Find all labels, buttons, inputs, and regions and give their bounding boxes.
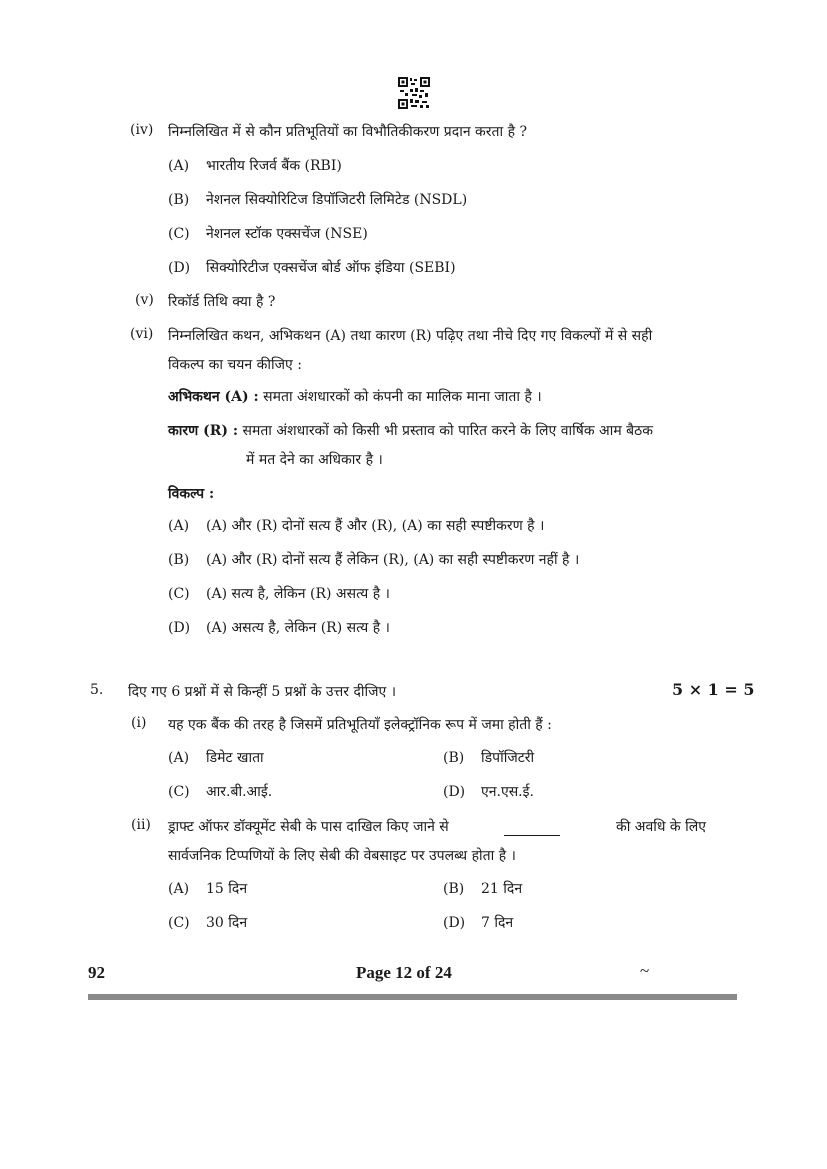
option-b xyxy=(443,748,534,767)
page-number: Page 12 of 24 xyxy=(356,963,452,982)
option-text: एन.एस.ई. xyxy=(481,784,534,800)
footer-mark: ~ xyxy=(640,961,650,980)
option-label: (B) xyxy=(168,552,190,568)
option-a xyxy=(168,879,247,898)
option-b xyxy=(168,190,467,209)
question-number: (vi) xyxy=(130,326,154,342)
reason-label: कारण (R) : xyxy=(168,423,239,439)
option-label: (C) xyxy=(168,226,190,242)
option-label: (A) xyxy=(168,158,190,174)
option-c xyxy=(168,224,368,243)
option-text: (A) असत्य है, लेकिन (R) सत्य है । xyxy=(206,620,390,636)
question-text-continued: विकल्प का चयन कीजिए : xyxy=(168,357,302,373)
option-text: डिपॉजिटरी xyxy=(481,750,535,766)
question-number: (ii) xyxy=(131,817,151,833)
option-a xyxy=(168,748,264,767)
option-text: भारतीय रिजर्व बैंक (RBI) xyxy=(206,158,342,174)
question-number: (v) xyxy=(135,292,154,308)
option-label: (B) xyxy=(168,192,190,208)
reason-text-continued: में मत देने का अधिकार है । xyxy=(246,452,383,468)
question-text-part-1: ड्राफ्ट ऑफर डॉक्यूमेंट सेबी के पास दाखिल किए जाने से xyxy=(168,819,449,835)
option-a xyxy=(168,516,544,535)
option-text: आर.बी.आई. xyxy=(206,784,273,800)
fill-in-blank xyxy=(504,817,560,836)
question-text xyxy=(168,817,706,836)
question-text: यह एक बैंक की तरह है जिसमें प्रतिभूतियाँ इलेक्ट्रॉनिक रूप में जमा होती हैं : xyxy=(168,717,552,733)
option-d xyxy=(168,258,456,277)
option-label: (C) xyxy=(168,586,190,602)
option-label: (D) xyxy=(443,915,466,931)
reason-text: समता अंशधारकों को किसी भी प्रस्ताव को पारित करने के लिए वार्षिक आम बैठक xyxy=(242,423,654,439)
option-label: (A) xyxy=(168,518,190,534)
option-text: 21 दिन xyxy=(481,881,523,897)
option-text: (A) सत्य है, लेकिन (R) असत्य है । xyxy=(206,586,390,602)
option-text: 15 दिन xyxy=(206,881,248,897)
option-text: नेशनल सिक्योरिटिज डिपॉजिटरी लिमिटेड (NSDL) xyxy=(206,192,468,208)
option-text: डिमेट खाता xyxy=(206,750,264,766)
option-d xyxy=(168,618,390,637)
question-text-part-2: की अवधि के लिए xyxy=(615,819,706,835)
option-d xyxy=(443,782,534,801)
question-number: (iv) xyxy=(130,122,154,138)
assertion-text: समता अंशधारकों को कंपनी का मालिक माना जाता है । xyxy=(263,389,542,405)
options-heading: विकल्प : xyxy=(168,486,215,502)
qr-code xyxy=(398,77,430,109)
footer-rule xyxy=(88,994,737,1000)
option-text: (A) और (R) दोनों सत्य हैं और (R), (A) का सही स्पष्टीकरण है । xyxy=(206,518,545,534)
option-label: (D) xyxy=(443,784,466,800)
question-text-continued: सार्वजनिक टिप्पणियों के लिए सेबी की वेबसाइट पर उपलब्ध होता है । xyxy=(168,848,516,864)
paper-code: 92 xyxy=(88,963,105,982)
assertion-label: अभिकथन (A) : xyxy=(168,389,259,405)
option-text: (A) और (R) दोनों सत्य हैं लेकिन (R), (A) का सही स्पष्टीकरण नहीं है । xyxy=(206,552,580,568)
option-label: (C) xyxy=(168,784,190,800)
option-label: (D) xyxy=(168,620,191,636)
assertion xyxy=(168,387,542,406)
option-label: (A) xyxy=(168,881,190,897)
question-number: (i) xyxy=(131,715,147,731)
option-b xyxy=(168,550,579,569)
option-label: (B) xyxy=(443,881,465,897)
option-label: (D) xyxy=(168,260,191,276)
option-b xyxy=(443,879,522,898)
question-text: निम्नलिखित कथन, अभिकथन (A) तथा कारण (R) पढ़िए तथा नीचे दिए गए विकल्पों में से सही xyxy=(168,328,653,344)
question-number: 5. xyxy=(90,682,104,698)
reason xyxy=(168,421,653,440)
option-label: (A) xyxy=(168,750,190,766)
question-text: निम्नलिखित में से कौन प्रतिभूतियों का विभौतिकीकरण प्रदान करता है ? xyxy=(168,124,527,140)
option-c xyxy=(168,782,272,801)
question-text: रिकॉर्ड तिथि क्या है ? xyxy=(168,294,276,310)
option-text: 7 दिन xyxy=(481,915,514,931)
marks: 5 × 1 = 5 xyxy=(672,680,755,699)
option-text: 30 दिन xyxy=(206,915,248,931)
option-a xyxy=(168,156,342,175)
option-label: (B) xyxy=(443,750,465,766)
option-c xyxy=(168,913,247,932)
option-d xyxy=(443,913,513,932)
question-text: दिए गए 6 प्रश्नों में से किन्हीं 5 प्रश्नों के उत्तर दीजिए । xyxy=(128,684,397,700)
option-text: सिक्योरिटीज एक्सचेंज बोर्ड ऑफ इंडिया (SEBI) xyxy=(206,260,456,276)
option-text: नेशनल स्टॉक एक्सचेंज (NSE) xyxy=(206,226,368,242)
option-label: (C) xyxy=(168,915,190,931)
option-c xyxy=(168,584,390,603)
